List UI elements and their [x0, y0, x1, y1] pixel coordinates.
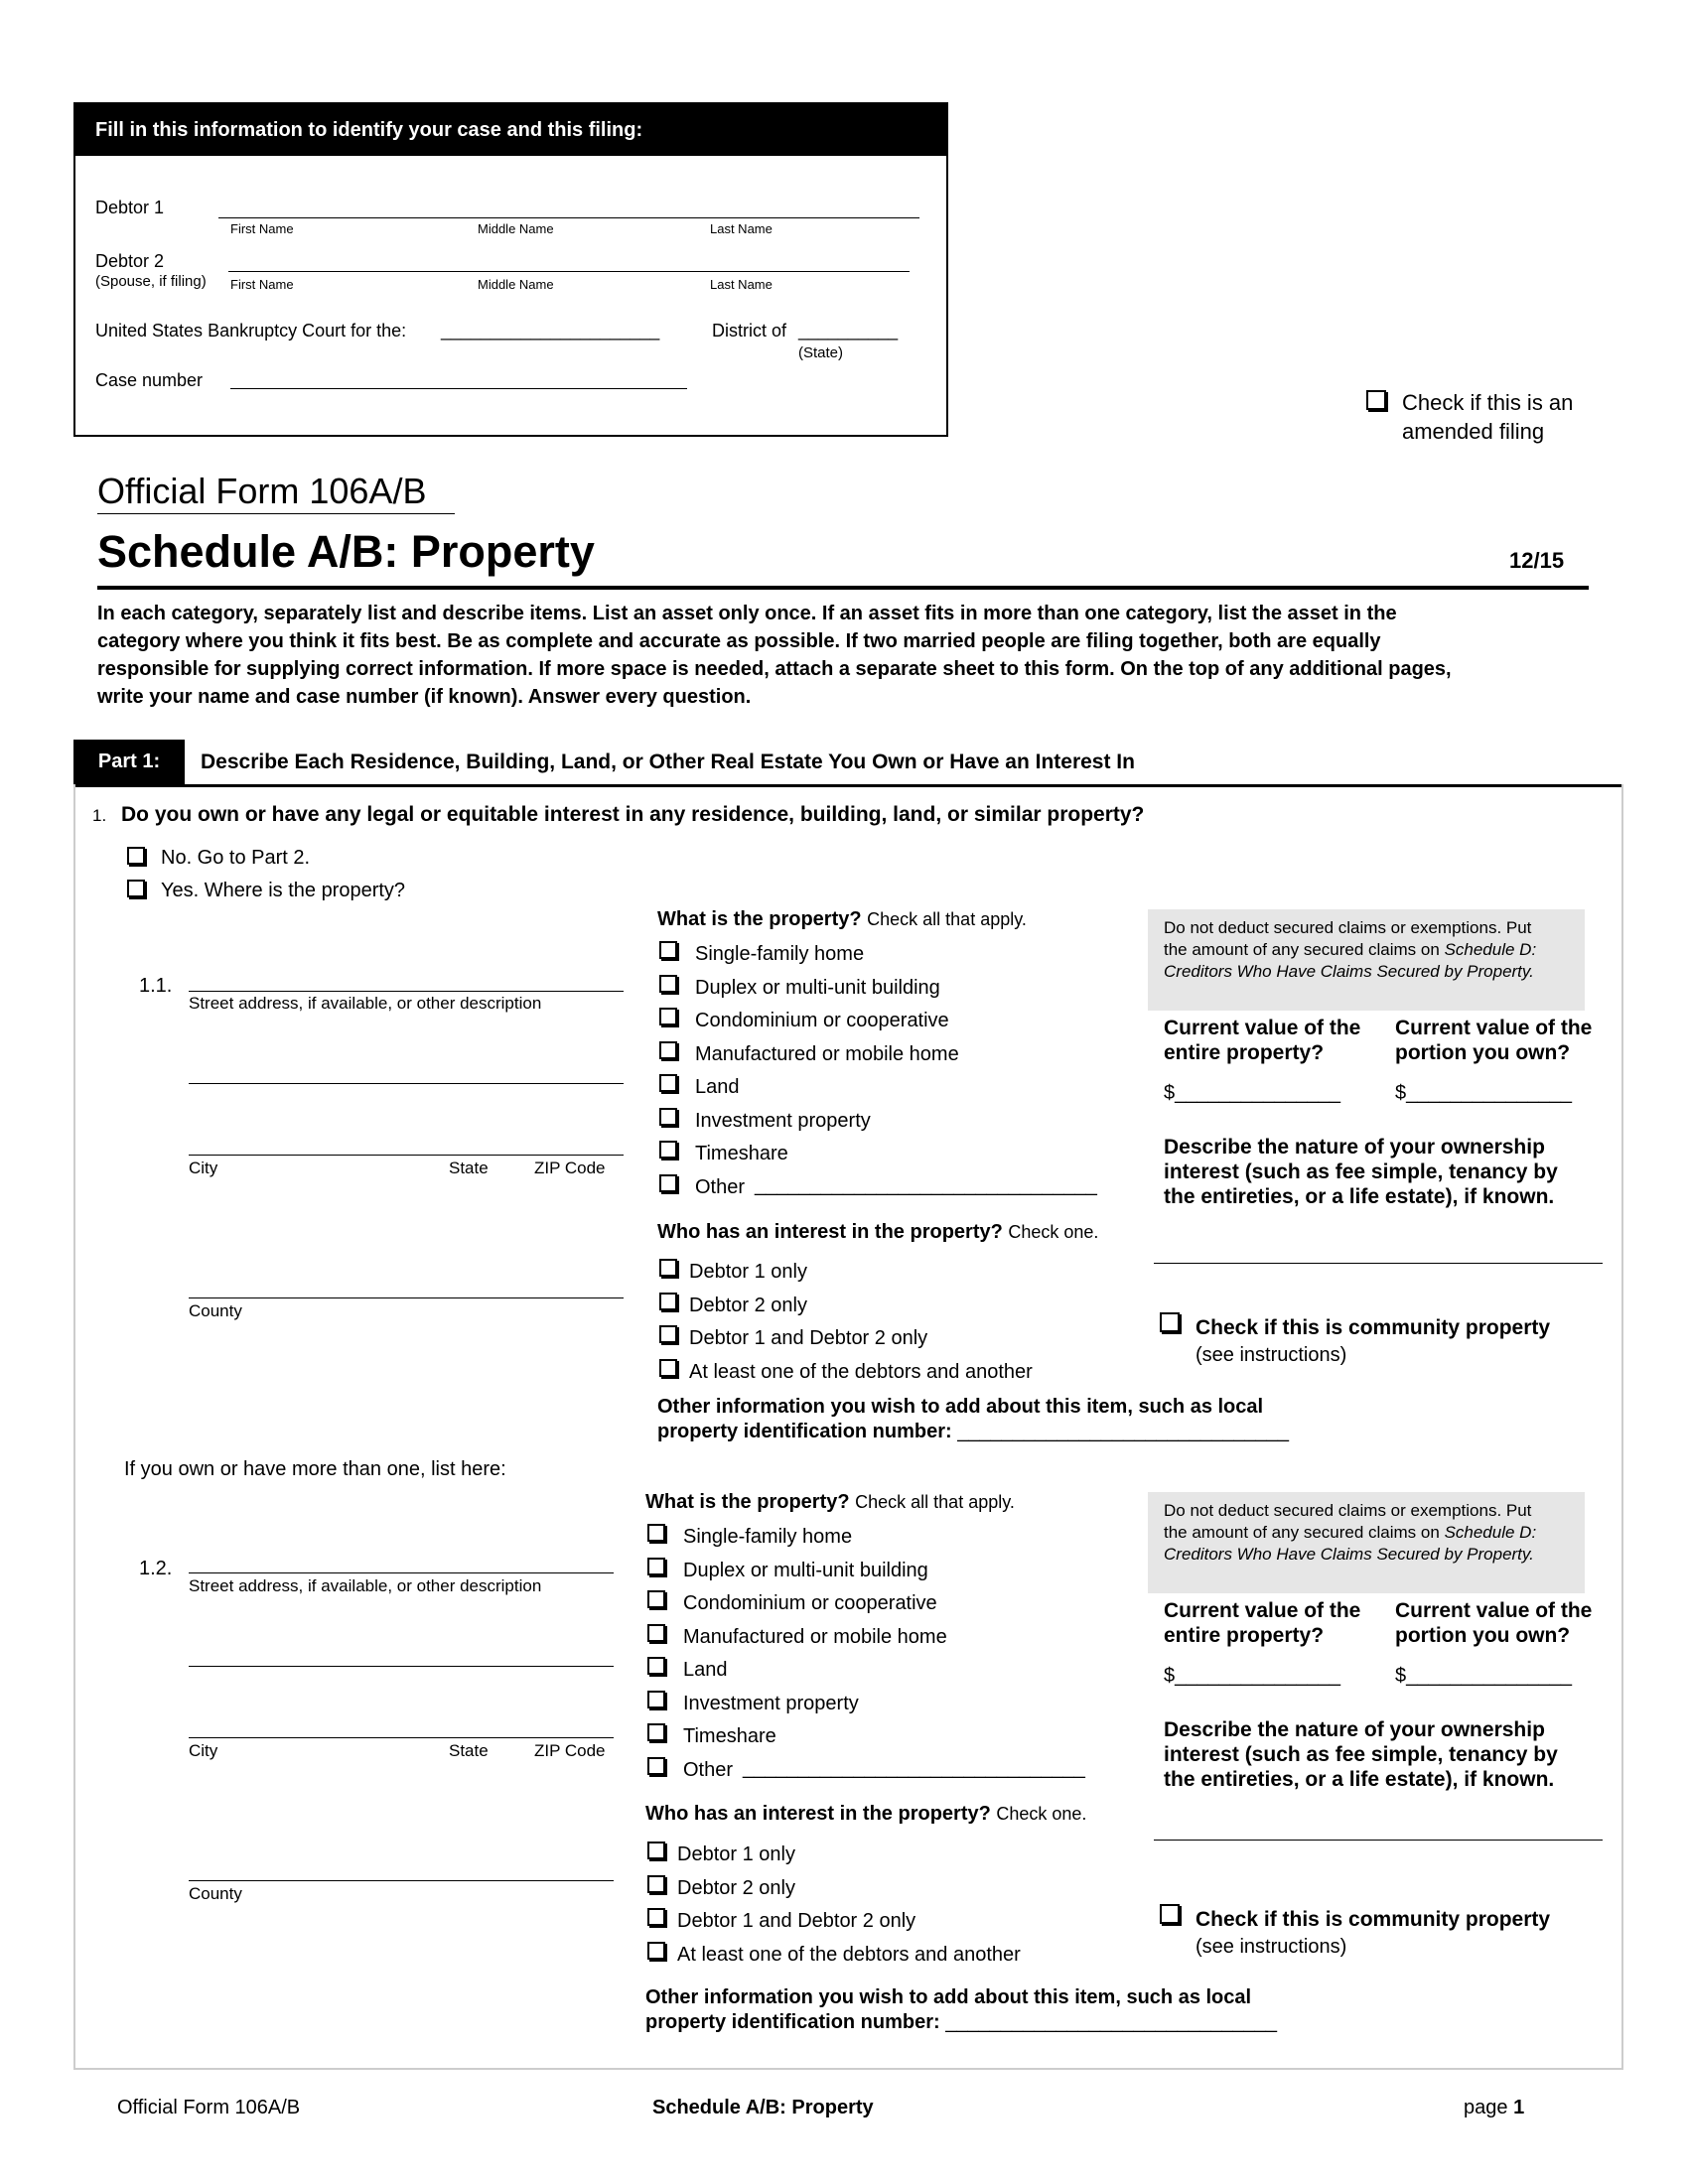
community-sub-2: (see instructions) [1196, 1936, 1347, 1958]
street-caption-2: Street address, if available, or other description [189, 1576, 542, 1595]
cv-portion-2a: Current value of the [1395, 1599, 1593, 1622]
who-label-2-3: Debtor 1 and Debtor 2 only [677, 1910, 916, 1932]
what-question-text-1: What is the property? [657, 908, 862, 930]
other-info-label-1: property identification number: [657, 1421, 952, 1442]
instructions-line-1: In each category, separately list and describe items. List an asset only once. If an asset fits in more than one category, list the asset in the [97, 603, 1397, 624]
community-label-2: Check if this is community property [1196, 1908, 1551, 1931]
type-checkbox-2-7[interactable] [647, 1723, 665, 1741]
state-caption-1: State [449, 1159, 489, 1177]
street-field-1[interactable] [189, 991, 624, 992]
type-label-1-6: Investment property [695, 1110, 871, 1132]
cv-portion-1b: portion you own? [1395, 1041, 1571, 1064]
debtor2-last-name-caption: Last Name [710, 277, 773, 292]
note-line3-2: Creditors Who Have Claims Secured by Property. [1164, 1545, 1534, 1564]
debtor1-label: Debtor 1 [95, 198, 165, 217]
street-caption-1: Street address, if available, or other description [189, 994, 542, 1013]
city-caption-2: City [189, 1741, 218, 1760]
secured-claims-note-1 [1148, 909, 1585, 1011]
type-checkbox-2-6[interactable] [647, 1691, 665, 1708]
who-label-2-2: Debtor 2 only [677, 1877, 795, 1899]
no-checkbox[interactable] [127, 847, 145, 865]
who-question-text-1: Who has an interest in the property? [657, 1221, 1003, 1243]
other-info-field-2[interactable]: ______________________________ [945, 2011, 1277, 2033]
nature-2b: interest (such as fee simple, tenancy by [1164, 1743, 1558, 1766]
debtor2-label: Debtor 2 [95, 251, 165, 271]
type-checkbox-2-8[interactable] [647, 1757, 665, 1775]
footer-page-label: page [1464, 2097, 1508, 2118]
cv-entire-1b: entire property? [1164, 1041, 1325, 1064]
type-checkbox-1-4[interactable] [659, 1041, 677, 1059]
type-label-1-4: Manufactured or mobile home [695, 1043, 959, 1065]
nature-1c: the entireties, or a life estate), if known. [1164, 1185, 1555, 1208]
zip-caption-2: ZIP Code [534, 1741, 606, 1760]
type-label-2-1: Single-family home [683, 1526, 853, 1548]
court-field[interactable]: ______________________ [441, 321, 660, 341]
note-line3-1: Creditors Who Have Claims Secured by Property. [1164, 962, 1534, 981]
community-sub-1: (see instructions) [1196, 1344, 1347, 1366]
type-label-2-5: Land [683, 1659, 728, 1681]
cv-portion-2b: portion you own? [1395, 1624, 1571, 1647]
cv-portion-field-2[interactable]: $_______________ [1395, 1665, 1572, 1687]
who-label-1-1: Debtor 1 only [689, 1261, 807, 1283]
type-checkbox-1-1[interactable] [659, 941, 677, 959]
who-checkbox-1-3[interactable] [659, 1325, 677, 1343]
item-1-2-number: 1.2. [139, 1558, 173, 1579]
note-line2a-2: the amount of any secured claims on [1164, 1523, 1440, 1542]
instructions-line-3: responsible for supplying correct information. If more space is needed, attach a separate sheet to this form. On the top of any additional pages, [97, 658, 1452, 680]
who-label-2-4: At least one of the debtors and another [677, 1944, 1021, 1966]
nature-2a: Describe the nature of your ownership [1164, 1718, 1545, 1741]
type-checkbox-2-1[interactable] [647, 1524, 665, 1542]
street-field-2b[interactable] [189, 1666, 614, 1667]
footer-page [1464, 2097, 1524, 2119]
who-checkbox-2-1[interactable] [647, 1842, 665, 1859]
type-label-1-2: Duplex or multi-unit building [695, 977, 940, 999]
other-info-line2-1 [657, 1421, 1289, 1443]
footer-form-name: Official Form 106A/B [117, 2097, 301, 2118]
amended-filing-checkbox[interactable] [1366, 390, 1386, 410]
no-option-label: No. Go to Part 2. [161, 847, 311, 869]
cv-entire-field-2[interactable]: $_______________ [1164, 1665, 1340, 1687]
what-question-text-2: What is the property? [645, 1491, 850, 1513]
district-field[interactable]: __________ [798, 321, 899, 341]
cv-portion-field-1[interactable]: $_______________ [1395, 1082, 1572, 1104]
amended-filing-label-2: amended filing [1402, 419, 1545, 444]
form-revision: 12/15 [1509, 548, 1565, 573]
type-checkbox-2-5[interactable] [647, 1657, 665, 1675]
case-number-field[interactable] [230, 388, 687, 389]
page-title: Schedule A/B: Property [97, 526, 595, 577]
question-1: Do you own or have any legal or equitable interest in any residence, building, land, or similar property? [121, 803, 1145, 826]
type-label-1-1: Single-family home [695, 943, 865, 965]
yes-option-label: Yes. Where is the property? [161, 880, 406, 901]
city-state-zip-field-1[interactable] [189, 1155, 624, 1156]
nature-1b: interest (such as fee simple, tenancy by [1164, 1160, 1558, 1183]
who-checkbox-2-2[interactable] [647, 1875, 665, 1893]
type-checkbox-1-2[interactable] [659, 975, 677, 993]
state-caption-2: State [449, 1741, 489, 1760]
other-info-label-2: property identification number: [645, 2011, 940, 2033]
who-question-sub-2: Check one. [996, 1804, 1087, 1824]
note-line2b-2: Schedule D: [1444, 1523, 1537, 1542]
who-checkbox-2-3[interactable] [647, 1908, 665, 1926]
nature-field-1[interactable] [1154, 1263, 1603, 1264]
type-checkbox-2-3[interactable] [647, 1590, 665, 1608]
type-label-2-8: Other [683, 1759, 734, 1781]
debtor2-name-field[interactable] [228, 271, 910, 272]
what-property-question-1 [657, 908, 1027, 931]
type-checkbox-1-8[interactable] [659, 1174, 677, 1192]
nature-2c: the entireties, or a life estate), if known. [1164, 1768, 1555, 1791]
community-label-1: Check if this is community property [1196, 1316, 1551, 1339]
cv-entire-2a: Current value of the [1164, 1599, 1361, 1622]
other-info-line2-2 [645, 2011, 1277, 2034]
what-property-question-2 [645, 1491, 1015, 1514]
type-checkbox-2-4[interactable] [647, 1624, 665, 1642]
instructions-line-2: category where you think it fits best. Be as complete and accurate as possible. If two married people are filing together, both are equally [97, 630, 1381, 652]
type-checkbox-1-7[interactable] [659, 1141, 677, 1159]
type-label-2-3: Condominium or cooperative [683, 1592, 937, 1614]
county-field-2[interactable] [189, 1880, 614, 1881]
type-checkbox-1-5[interactable] [659, 1074, 677, 1092]
type-label-1-5: Land [695, 1076, 740, 1098]
who-label-1-3: Debtor 1 and Debtor 2 only [689, 1327, 928, 1349]
type-label-1-3: Condominium or cooperative [695, 1010, 949, 1031]
cv-entire-field-1[interactable]: $_______________ [1164, 1082, 1340, 1104]
form-name-underline [97, 513, 455, 514]
type-checkbox-1-6[interactable] [659, 1108, 677, 1126]
note-line2a-1: the amount of any secured claims on [1164, 940, 1440, 959]
county-caption-1: County [189, 1301, 242, 1320]
secured-claims-note-2 [1148, 1492, 1585, 1593]
note-line2b-1: Schedule D: [1444, 940, 1537, 959]
who-label-2-1: Debtor 1 only [677, 1843, 795, 1865]
street-field-1b[interactable] [189, 1083, 624, 1084]
what-question-sub-2: Check all that apply. [855, 1492, 1015, 1512]
footer-page-number: 1 [1513, 2097, 1525, 2118]
debtor2-middle-name-caption: Middle Name [478, 277, 554, 292]
amended-filing-label-1: Check if this is an [1402, 390, 1574, 415]
type-label-2-4: Manufactured or mobile home [683, 1626, 947, 1648]
what-question-sub-1: Check all that apply. [867, 909, 1027, 929]
nature-field-2[interactable] [1154, 1840, 1603, 1841]
question-number: 1. [92, 806, 107, 825]
city-caption-1: City [189, 1159, 218, 1177]
type-label-2-6: Investment property [683, 1693, 859, 1714]
who-checkbox-1-2[interactable] [659, 1293, 677, 1310]
debtor1-last-name-caption: Last Name [710, 221, 773, 236]
who-question-text-2: Who has an interest in the property? [645, 1803, 991, 1825]
type-label-1-8: Other [695, 1176, 746, 1198]
type-checkbox-1-3[interactable] [659, 1008, 677, 1025]
community-property-checkbox-1[interactable] [1160, 1312, 1180, 1332]
cv-entire-2b: entire property? [1164, 1624, 1325, 1647]
yes-checkbox[interactable] [127, 880, 145, 897]
part1-tag: Part 1: [73, 740, 185, 784]
type-label-2-7: Timeshare [683, 1725, 776, 1747]
part1-title: Describe Each Residence, Building, Land, or Other Real Estate You Own or Have an Interest In [201, 751, 1135, 773]
who-checkbox-1-4[interactable] [659, 1359, 677, 1377]
title-rule [97, 586, 1589, 590]
debtor2-spouse-caption: (Spouse, if filing) [95, 273, 207, 290]
other-info-line1-1: Other information you wish to add about this item, such as local [657, 1396, 1264, 1418]
note-line1-2: Do not deduct secured claims or exemptions. Put [1164, 1501, 1532, 1520]
who-checkbox-2-4[interactable] [647, 1942, 665, 1960]
debtor1-first-name-caption: First Name [230, 221, 294, 236]
debtor2-first-name-caption: First Name [230, 277, 294, 292]
type-label-1-7: Timeshare [695, 1143, 788, 1164]
street-field-2[interactable] [189, 1572, 614, 1573]
more-properties-label: If you own or have more than one, list here: [124, 1458, 506, 1480]
who-label-1-4: At least one of the debtors and another [689, 1361, 1033, 1383]
zip-caption-1: ZIP Code [534, 1159, 606, 1177]
debtor1-name-field[interactable] [218, 217, 919, 218]
community-property-checkbox-2[interactable] [1160, 1904, 1180, 1924]
court-label: United States Bankruptcy Court for the: [95, 321, 407, 341]
district-label: District of [712, 321, 787, 341]
other-type-field-1[interactable]: _______________________________ [755, 1174, 1097, 1196]
nature-1a: Describe the nature of your ownership [1164, 1136, 1545, 1159]
type-label-2-2: Duplex or multi-unit building [683, 1560, 928, 1581]
cv-entire-1a: Current value of the [1164, 1017, 1361, 1039]
item-1-1-number: 1.1. [139, 975, 173, 997]
footer-title: Schedule A/B: Property [652, 2097, 874, 2118]
who-label-1-2: Debtor 2 only [689, 1295, 807, 1316]
case-info-header: Fill in this information to identify your case and this filing: [75, 104, 946, 156]
form-name: Official Form 106A/B [97, 471, 427, 511]
debtor1-middle-name-caption: Middle Name [478, 221, 554, 236]
state-caption: (State) [798, 344, 844, 361]
part1-header [73, 740, 1623, 787]
other-info-line1-2: Other information you wish to add about this item, such as local [645, 1986, 1252, 2008]
other-info-field-1[interactable]: ______________________________ [957, 1421, 1289, 1442]
county-field-1[interactable] [189, 1297, 624, 1298]
who-question-sub-1: Check one. [1008, 1222, 1099, 1242]
note-line1-1: Do not deduct secured claims or exemptions. Put [1164, 918, 1532, 937]
who-interest-question-1 [657, 1221, 1098, 1244]
case-info-box [73, 102, 948, 437]
cv-portion-1a: Current value of the [1395, 1017, 1593, 1039]
who-interest-question-2 [645, 1803, 1086, 1826]
other-type-field-2[interactable]: _______________________________ [743, 1757, 1085, 1779]
type-checkbox-2-2[interactable] [647, 1558, 665, 1575]
city-state-zip-field-2[interactable] [189, 1737, 614, 1738]
case-number-label: Case number [95, 370, 204, 390]
instructions-line-4: write your name and case number (if known). Answer every question. [97, 686, 752, 708]
who-checkbox-1-1[interactable] [659, 1259, 677, 1277]
county-caption-2: County [189, 1884, 242, 1903]
